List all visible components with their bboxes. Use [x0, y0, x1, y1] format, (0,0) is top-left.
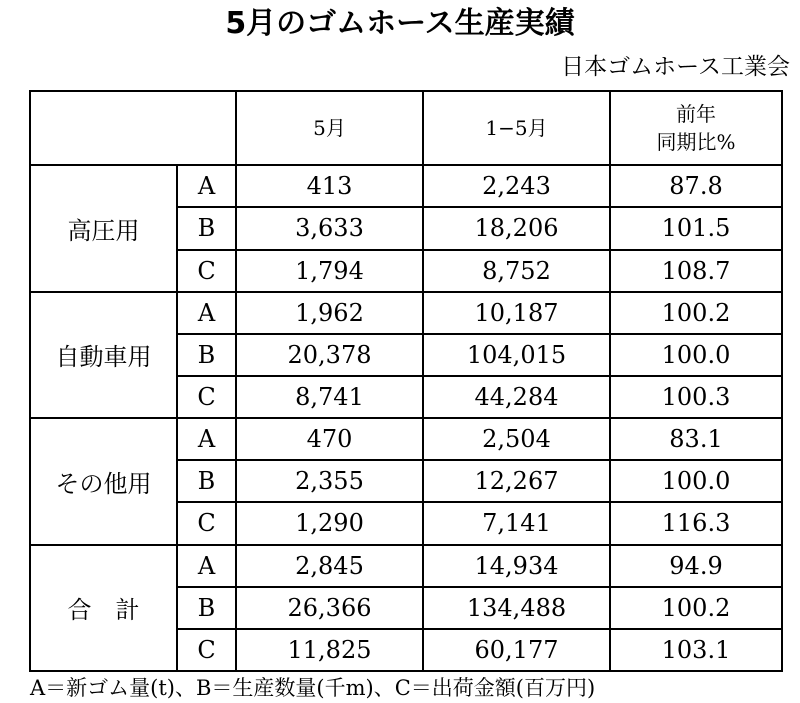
cumulative-cell: 12,267: [423, 460, 610, 502]
header-yoy-line1: 前年: [676, 102, 716, 127]
table-row: [30, 418, 782, 460]
footnote: A＝新ゴム量(t)、B＝生産数量(千m)、C＝出荷金額(百万円): [30, 676, 596, 700]
cumulative-cell: 2,504: [423, 418, 610, 460]
cumulative-cell: 14,934: [423, 545, 610, 587]
header-row: [30, 91, 782, 165]
month-cell: 20,378: [236, 334, 423, 376]
type-cell: B: [177, 587, 236, 629]
yoy-cell: 100.2: [610, 587, 782, 629]
yoy-cell: 87.8: [610, 165, 782, 207]
header-yoy: [610, 91, 782, 165]
header-yoy-line2: 同期比%: [656, 130, 736, 155]
type-cell: B: [177, 207, 236, 249]
cumulative-cell: 8,752: [423, 250, 610, 292]
type-cell: A: [177, 165, 236, 207]
category-cell: 自動車用: [30, 292, 177, 418]
cumulative-cell: 10,187: [423, 292, 610, 334]
yoy-cell: 100.0: [610, 460, 782, 502]
cumulative-cell: 134,488: [423, 587, 610, 629]
type-cell: A: [177, 418, 236, 460]
cumulative-cell: 44,284: [423, 376, 610, 418]
yoy-cell: 100.3: [610, 376, 782, 418]
type-cell: B: [177, 460, 236, 502]
header-corner: [30, 91, 236, 165]
type-cell: C: [177, 502, 236, 544]
month-cell: 470: [236, 418, 423, 460]
page-title: 5月のゴムホース生産実績: [225, 6, 575, 41]
type-cell: C: [177, 250, 236, 292]
yoy-cell: 116.3: [610, 502, 782, 544]
month-cell: 8,741: [236, 376, 423, 418]
header-month: 5月: [236, 91, 423, 165]
month-cell: 1,962: [236, 292, 423, 334]
type-cell: A: [177, 545, 236, 587]
type-cell: B: [177, 334, 236, 376]
yoy-cell: 100.0: [610, 334, 782, 376]
month-cell: 11,825: [236, 629, 423, 671]
cumulative-cell: 104,015: [423, 334, 610, 376]
category-cell: 高圧用: [30, 165, 177, 291]
category-cell: 合 計: [30, 545, 177, 671]
table-row: [30, 545, 782, 587]
month-cell: 2,355: [236, 460, 423, 502]
month-cell: 2,845: [236, 545, 423, 587]
type-cell: C: [177, 376, 236, 418]
source-label: 日本ゴムホース工業会: [561, 54, 790, 80]
category-cell: その他用: [30, 418, 177, 544]
type-cell: A: [177, 292, 236, 334]
yoy-cell: 103.1: [610, 629, 782, 671]
yoy-cell: 101.5: [610, 207, 782, 249]
month-cell: 1,290: [236, 502, 423, 544]
table-row: [30, 165, 782, 207]
yoy-cell: 108.7: [610, 250, 782, 292]
month-cell: 3,633: [236, 207, 423, 249]
month-cell: 26,366: [236, 587, 423, 629]
type-cell: C: [177, 629, 236, 671]
header-cumulative: 1−5月: [423, 91, 610, 165]
yoy-cell: 94.9: [610, 545, 782, 587]
production-table: [29, 90, 783, 672]
cumulative-cell: 7,141: [423, 502, 610, 544]
cumulative-cell: 2,243: [423, 165, 610, 207]
table-row: [30, 292, 782, 334]
yoy-cell: 83.1: [610, 418, 782, 460]
cumulative-cell: 60,177: [423, 629, 610, 671]
yoy-cell: 100.2: [610, 292, 782, 334]
month-cell: 1,794: [236, 250, 423, 292]
cumulative-cell: 18,206: [423, 207, 610, 249]
month-cell: 413: [236, 165, 423, 207]
